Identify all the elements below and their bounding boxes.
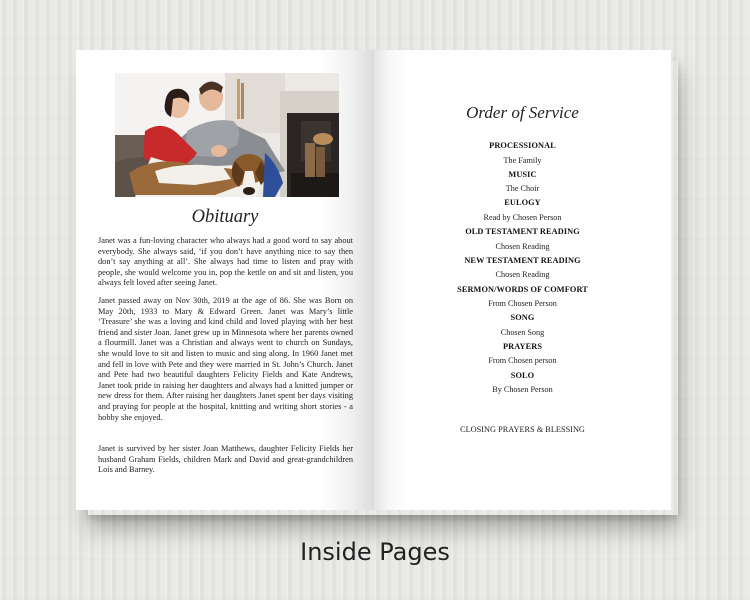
- obituary-paragraph: Janet passed away on Nov 30th, 2019 at the age of 86. She was Born on May 20th, 1933 to Mary & Edward Green. Janet was Mary’s little ‘Treasure’ she was a loving and kind child and loved playing with her best friend and sister Joan. Janet grew up in Minnesota where her parents owned a flourmill. Janet was a Christian and always went to church on Sundays, she would love to sit and listen to music and sing along. In 1960 Janet met and fell in love with Pete and they were married in St. John’s Church. Janet and Pete had two beautiful daughters Felicity Fields and Kate Andrews, Janet took pride in raising her daughters and always had a knitted jumper or new dress for them. After raising her daughters Janet spent her days visiting and praying for people at the hospital, knitting and writing short stories - a hobby she enjoyed.: [98, 296, 353, 422]
- service-heading: PRAYERS: [502, 341, 543, 351]
- family-photo: [115, 73, 339, 197]
- obituary-title: Obituary: [191, 207, 259, 227]
- service-detail: Read by Chosen Person: [483, 212, 562, 222]
- service-heading: SONG: [510, 313, 535, 323]
- service-item: [374, 285, 671, 314]
- service-heading: OLD TESTAMENT READING: [465, 227, 580, 237]
- order-of-service-title: Order of Service: [466, 103, 579, 122]
- service-item: [374, 141, 671, 170]
- service-detail: The Choir: [505, 184, 540, 194]
- closing-prayers: CLOSING PRAYERS & BLESSING: [460, 425, 585, 434]
- service-item: [374, 198, 671, 227]
- service-heading: SOLO: [510, 370, 535, 380]
- service-detail: Chosen Song: [500, 327, 545, 337]
- service-detail: From Chosen person: [488, 356, 557, 366]
- service-heading: PROCESSIONAL: [489, 141, 556, 150]
- obituary-paragraph: Janet is survived by her sister Joan Matthews, daughter Felicity Fields her husband Graham Fields, children Mark and David and great-grandchildren Lois and Barney.: [98, 444, 353, 475]
- service-item: [374, 256, 671, 285]
- service-heading: SERMON/WORDS OF COMFORT: [457, 284, 588, 294]
- service-item: [374, 371, 671, 400]
- inside-pages-caption: Inside Pages: [300, 538, 450, 566]
- service-item: [374, 342, 671, 371]
- obituary-paragraph: Janet was a fun-loving character who always had a good word to say about everybody. She always said, ‘if you don’t have anything nice to say then don’t say anything at all’. She always had time to listen and pray with people, she would welcome you in, pop the kettle on and sit and listen, you always felt loved after seeing Janet.: [98, 236, 353, 288]
- service-item: [374, 170, 671, 199]
- service-heading: EULOGY: [504, 198, 541, 208]
- service-detail: Chosen Reading: [495, 241, 550, 251]
- service-heading: NEW TESTAMENT READING: [464, 255, 581, 265]
- service-item: [374, 313, 671, 342]
- service-detail: Chosen Reading: [495, 270, 550, 280]
- right-page: [374, 50, 671, 510]
- service-detail: The Family: [503, 155, 542, 165]
- service-item: [374, 227, 671, 256]
- service-detail: By Chosen Person: [492, 385, 553, 395]
- service-detail: From Chosen Person: [488, 299, 557, 309]
- service-heading: MUSIC: [508, 169, 537, 179]
- service-list: [374, 141, 671, 399]
- left-page: [76, 50, 374, 510]
